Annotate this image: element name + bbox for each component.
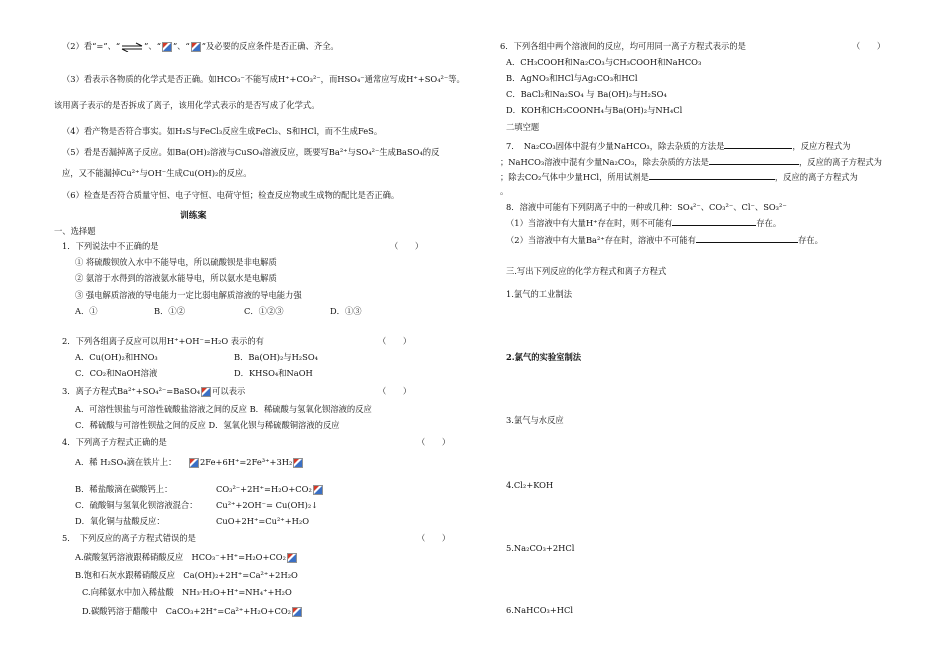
reaction-6: 6.NaHCO₃+HCl — [506, 605, 574, 615]
answer-paren: （ ） — [852, 41, 886, 51]
q8-text: 存在。 — [797, 235, 823, 245]
q1-option-b: B．①② — [154, 306, 185, 316]
rule-2-text-b: ”、“ — [144, 41, 161, 51]
answer-paren: （ ） — [417, 533, 451, 543]
rule-2 — [62, 41, 339, 52]
q4-option-c-eq: Cu²⁺+2OH⁻= Cu(OH)₂↓ — [216, 500, 319, 510]
q2-option-a: A．Cu(OH)₂和HNO₃ — [75, 352, 158, 362]
q5-option-b: B.饱和石灰水跟稀硝酸反应 Ca(OH)₂+2H⁺=Ca²⁺+2H₂O — [75, 570, 298, 580]
rule-2-text-a: （2）看“=”、“ — [62, 41, 121, 51]
question-6: 6．下列各组中两个溶液间的反应，均可用同一离子方程式表示的是 — [500, 41, 746, 51]
q1-statement-2: ② 氨溶于水得到的溶液氨水能导电，所以氨水是电解质 — [75, 273, 277, 283]
q7-line-3 — [500, 171, 858, 183]
q7-text: 7． Na₂CO₃固体中混有少量NaHCO₃，除去杂质的方法是 — [506, 141, 725, 151]
reaction-2: 2.氯气的实验室制法 — [506, 352, 582, 362]
q4-a-equation: 2Fe+6H⁺=2Fe³⁺+3H₂ — [200, 457, 293, 467]
rule-4: （4）看产物是否符合事实。如H₂S与FeCl₃反应生成FeCl₂、S和HCl，而不生成FeS。 — [62, 126, 383, 136]
q3-text-a: 3．离子方程式Ba²⁺+SO₄²⁻=BaSO₄ — [62, 386, 201, 396]
section-1-title: 一、选择题 — [54, 226, 96, 236]
rule-5a: （5）看是否漏掉离子反应。如Ba(OH)₂溶液与CuSO₄溶液反应，既要写Ba²⁺与SO₄²⁻生成BaSO₄的反 — [62, 147, 440, 157]
image-placeholder-icon — [201, 387, 211, 397]
q5-d-text: D.碳酸钙溶于醋酸中 CaCO₃+2H⁺=Ca²⁺+H₂O+CO₂ — [82, 606, 291, 616]
q4-option-a-eq — [188, 457, 304, 468]
answer-paren: （ ） — [378, 386, 412, 396]
image-placeholder-icon — [162, 42, 172, 52]
q2-option-c: C．CO₂和NaOH溶液 — [75, 368, 158, 378]
q5-option-a — [75, 552, 298, 563]
question-3 — [62, 386, 245, 397]
q6-option-c: C．BaCl₂和Na₂SO₄ 与 Ba(OH)₂与H₂SO₄ — [506, 89, 667, 99]
q6-option-a: A．CH₃COOH和Na₂CO₃与CH₃COOH和NaHCO₃ — [506, 57, 702, 67]
section-3-title: 三.写出下列反应的化学方程式和离子方程式 — [506, 266, 667, 276]
q4-option-d-label: D．氧化铜与盐酸反应： — [75, 516, 165, 526]
rule-2-text-d: ”及必要的反应条件是否正确、齐全。 — [201, 41, 339, 51]
rule-6: （6）检查是否符合质量守恒、电子守恒、电荷守恒；检查反应物或生成物的配比是否正确。 — [62, 190, 400, 200]
q3-options-cd: C．稀硫酸与可溶性钡盐之间的反应 D．氢氧化钡与稀硫酸铜溶液的反应 — [75, 420, 340, 430]
question-1: 1．下列说法中不正确的是 — [62, 241, 159, 251]
q1-option-d: D．①③ — [330, 306, 362, 316]
answer-paren: （ ） — [378, 336, 412, 346]
answer-blank[interactable] — [649, 171, 775, 180]
q1-option-c: C．①②③ — [244, 306, 284, 316]
question-8: 8．溶液中可能有下列阴离子中的一种或几种：SO₄²⁻、CO₃²⁻、Cl⁻、SO₃²⁻ — [506, 202, 787, 212]
q7-end: 。 — [500, 186, 509, 196]
q2-option-b: B．Ba(OH)₂与H₂SO₄ — [234, 352, 318, 362]
q2-option-d: D．KHSO₄和NaOH — [234, 368, 313, 378]
q8-text: （1）当溶液中有大量H⁺存在时，则不可能有 — [506, 218, 673, 228]
equilibrium-arrow-icon — [121, 42, 143, 52]
image-placeholder-icon — [292, 607, 302, 617]
q7-line-1 — [506, 140, 851, 152]
question-5: 5． 下列反应的离子方程式错误的是 — [62, 533, 196, 543]
q4-b-equation: CO₃²⁻+2H⁺=H₂O+CO₂ — [216, 484, 312, 494]
q6-option-b: B．AgNO₃和HCl与Ag₂CO₃和HCl — [506, 73, 638, 83]
q8-text: 存在。 — [756, 218, 782, 228]
q7-text: ；除去CO₂气体中少量HCl，所用试剂是 — [500, 172, 649, 182]
q1-statement-1: ① 将硫酸钡放入水中不能导电，所以硫酸钡是非电解质 — [75, 257, 277, 267]
image-placeholder-icon — [313, 485, 323, 495]
practice-heading: 训练案 — [180, 211, 207, 221]
q7-text: ；NaHCO₃溶液中混有少量Na₂CO₃，除去杂质的方法是 — [500, 157, 709, 167]
q8-text: （2）当溶液中有大量Ba²⁺存在时，溶液中不可能有 — [506, 235, 696, 245]
q4-option-c-label: C．硫酸铜与氢氧化钡溶液混合： — [75, 500, 198, 510]
answer-blank[interactable] — [696, 234, 798, 243]
q4-option-a-label: A．稀 H₂SO₄滴在铁片上： — [75, 457, 177, 467]
section-2-title: 二填空题 — [506, 122, 540, 132]
q1-statement-3: ③ 强电解质溶液的导电能力一定比弱电解质溶液的导电能力强 — [75, 290, 302, 300]
image-placeholder-icon — [189, 458, 199, 468]
q3-text-b: 可以表示 — [212, 386, 246, 396]
q5-option-d — [82, 606, 303, 617]
reaction-3: 3.氯气与水反应 — [506, 415, 564, 425]
q5-a-text: A.碳酸氢钙溶液跟稀硝酸反应 HCO₃⁻+H⁺=H₂O+CO₂ — [75, 552, 286, 562]
q7-text: ，反应的离子方程式为 — [798, 157, 882, 167]
q4-option-b-label: B．稀盐酸滴在碳酸钙上： — [75, 484, 173, 494]
answer-blank[interactable] — [672, 217, 756, 226]
q7-text: ，反应方程式为 — [792, 141, 851, 151]
q7-text: ，反应的离子方程式为 — [774, 172, 858, 182]
answer-paren: （ ） — [390, 241, 424, 251]
answer-paren: （ ） — [417, 437, 451, 447]
reaction-4: 4.Cl₂+KOH — [506, 480, 554, 490]
rule-5b: 应，又不能漏掉Cu²⁺与OH⁻生成Cu(OH)₂的反应。 — [62, 168, 252, 178]
reaction-1: 1.氯气的工业制法 — [506, 289, 572, 299]
q5-option-c: C.向稀氨水中加入稀盐酸 NH₃·H₂O+H⁺=NH₄⁺+H₂O — [82, 587, 292, 597]
answer-blank[interactable] — [709, 156, 799, 165]
image-placeholder-icon — [293, 458, 303, 468]
q4-option-b-eq — [216, 484, 324, 495]
q8-part-2 — [506, 234, 823, 246]
reaction-5: 5.Na₂CO₃+2HCl — [506, 543, 575, 553]
rule-3b: 该用离子表示的是否拆成了离子，该用化学式表示的是否写成了化学式。 — [54, 100, 320, 110]
q6-option-d: D．KOH和CH₃COONH₄与Ba(OH)₂与NH₄Cl — [506, 105, 683, 115]
q8-part-1 — [506, 217, 781, 229]
q3-options-ab: A．可溶性钡盐与可溶性硫酸盐溶液之间的反应 B．稀硫酸与氢氧化钡溶液的反应 — [75, 404, 372, 414]
question-4: 4．下列离子方程式正确的是 — [62, 437, 167, 447]
answer-blank[interactable] — [724, 140, 792, 149]
q4-option-d-eq: CuO+2H⁺=Cu²⁺+H₂O — [216, 516, 310, 526]
image-placeholder-icon — [191, 42, 201, 52]
q7-line-2 — [500, 156, 882, 168]
question-2: 2．下列各组离子反应可以用H⁺+OH⁻=H₂O 表示的有 — [62, 336, 264, 346]
rule-3a: （3）看表示各物质的化学式是否正确。如HCO₃⁻不能写成H⁺+CO₃²⁻，而HSO₄⁻通常应写成H⁺+SO₄²⁻等。 — [62, 74, 465, 84]
image-placeholder-icon — [287, 553, 297, 563]
rule-2-text-c: ”、“ — [172, 41, 190, 51]
q1-option-a: A．① — [75, 306, 98, 316]
